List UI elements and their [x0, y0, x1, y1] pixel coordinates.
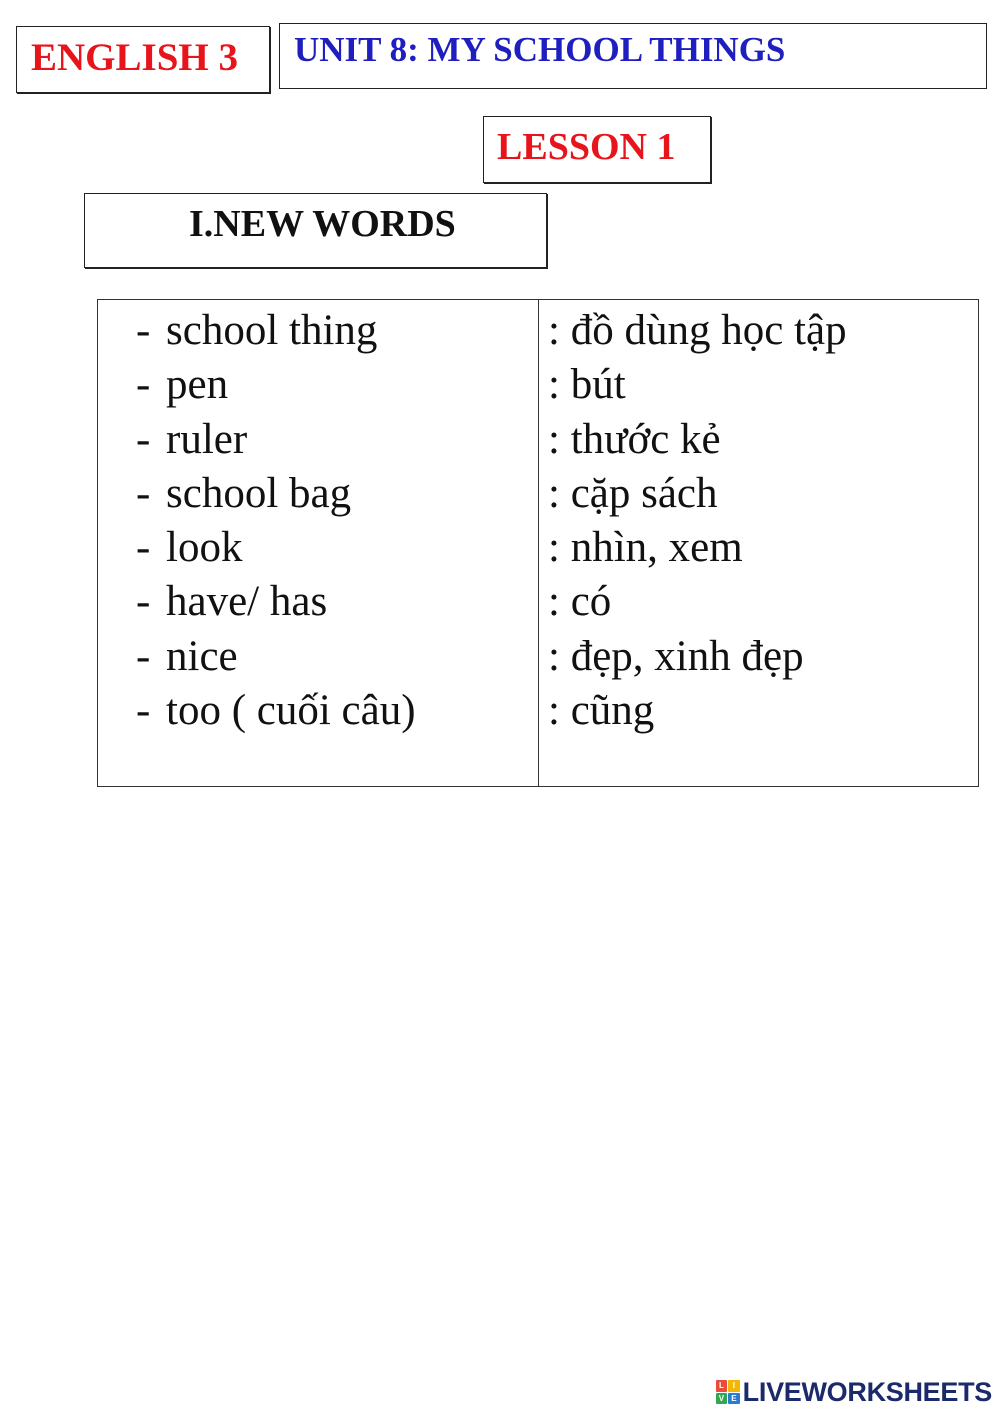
english-word: look [166, 524, 243, 572]
unit-title-box [279, 23, 987, 89]
english-word-row [136, 630, 416, 684]
english-column [136, 304, 416, 738]
logo-mark-tile: V [716, 1393, 728, 1405]
bullet-dash: - [136, 415, 151, 463]
logo-mark-tile: I [728, 1380, 740, 1392]
logo-mark-tile: L [716, 1380, 728, 1392]
english-word: pen [166, 361, 229, 409]
english-word-row [136, 304, 416, 358]
bullet-dash: - [136, 687, 151, 735]
vietnamese-meaning: : bút [548, 361, 626, 409]
vietnamese-meaning: : có [548, 578, 612, 626]
column-divider [538, 300, 539, 786]
english-word: nice [166, 632, 238, 680]
english-word-row [136, 467, 416, 521]
vietnamese-meaning: : thước kẻ [548, 415, 721, 463]
section-title: I.NEW WORDS [189, 203, 456, 245]
english-word: too ( cuối câu) [166, 687, 416, 735]
english-word: ruler [166, 415, 248, 463]
bullet-dash: - [136, 578, 151, 626]
lesson-title-box [483, 116, 711, 183]
lesson-title: LESSON 1 [497, 126, 676, 168]
logo-text: LIVEWORKSHEETS [742, 1376, 992, 1407]
english-word-row [136, 413, 416, 467]
unit-title: UNIT 8: MY SCHOOL THINGS [294, 30, 786, 69]
bullet-dash: - [136, 524, 151, 572]
course-title-box [16, 26, 270, 93]
vietnamese-meaning: : cặp sách [548, 469, 718, 517]
logo-mark-tile: E [728, 1393, 740, 1405]
vietnamese-meaning: : nhìn, xem [548, 524, 743, 572]
vocabulary-table [97, 299, 979, 787]
english-word-row [136, 521, 416, 575]
english-word-row [136, 684, 416, 738]
course-title: ENGLISH 3 [31, 36, 238, 79]
english-word: school bag [166, 469, 352, 517]
english-word-row [136, 575, 416, 629]
english-word: have/ has [166, 578, 328, 626]
vietnamese-column [548, 304, 847, 738]
logo-mark-icon [716, 1380, 740, 1404]
section-title-box [84, 193, 547, 268]
bullet-dash: - [136, 307, 151, 354]
english-word-row [136, 358, 416, 412]
liveworksheets-logo [716, 1377, 992, 1407]
bullet-dash: - [136, 361, 151, 409]
bullet-dash: - [136, 632, 151, 680]
bullet-dash: - [136, 469, 151, 517]
vietnamese-meaning: : đồ dùng học tập [548, 307, 847, 354]
vietnamese-meaning: : cũng [548, 687, 655, 735]
english-word: school thing [166, 307, 378, 354]
vietnamese-meaning: : đẹp, xinh đẹp [548, 632, 804, 680]
